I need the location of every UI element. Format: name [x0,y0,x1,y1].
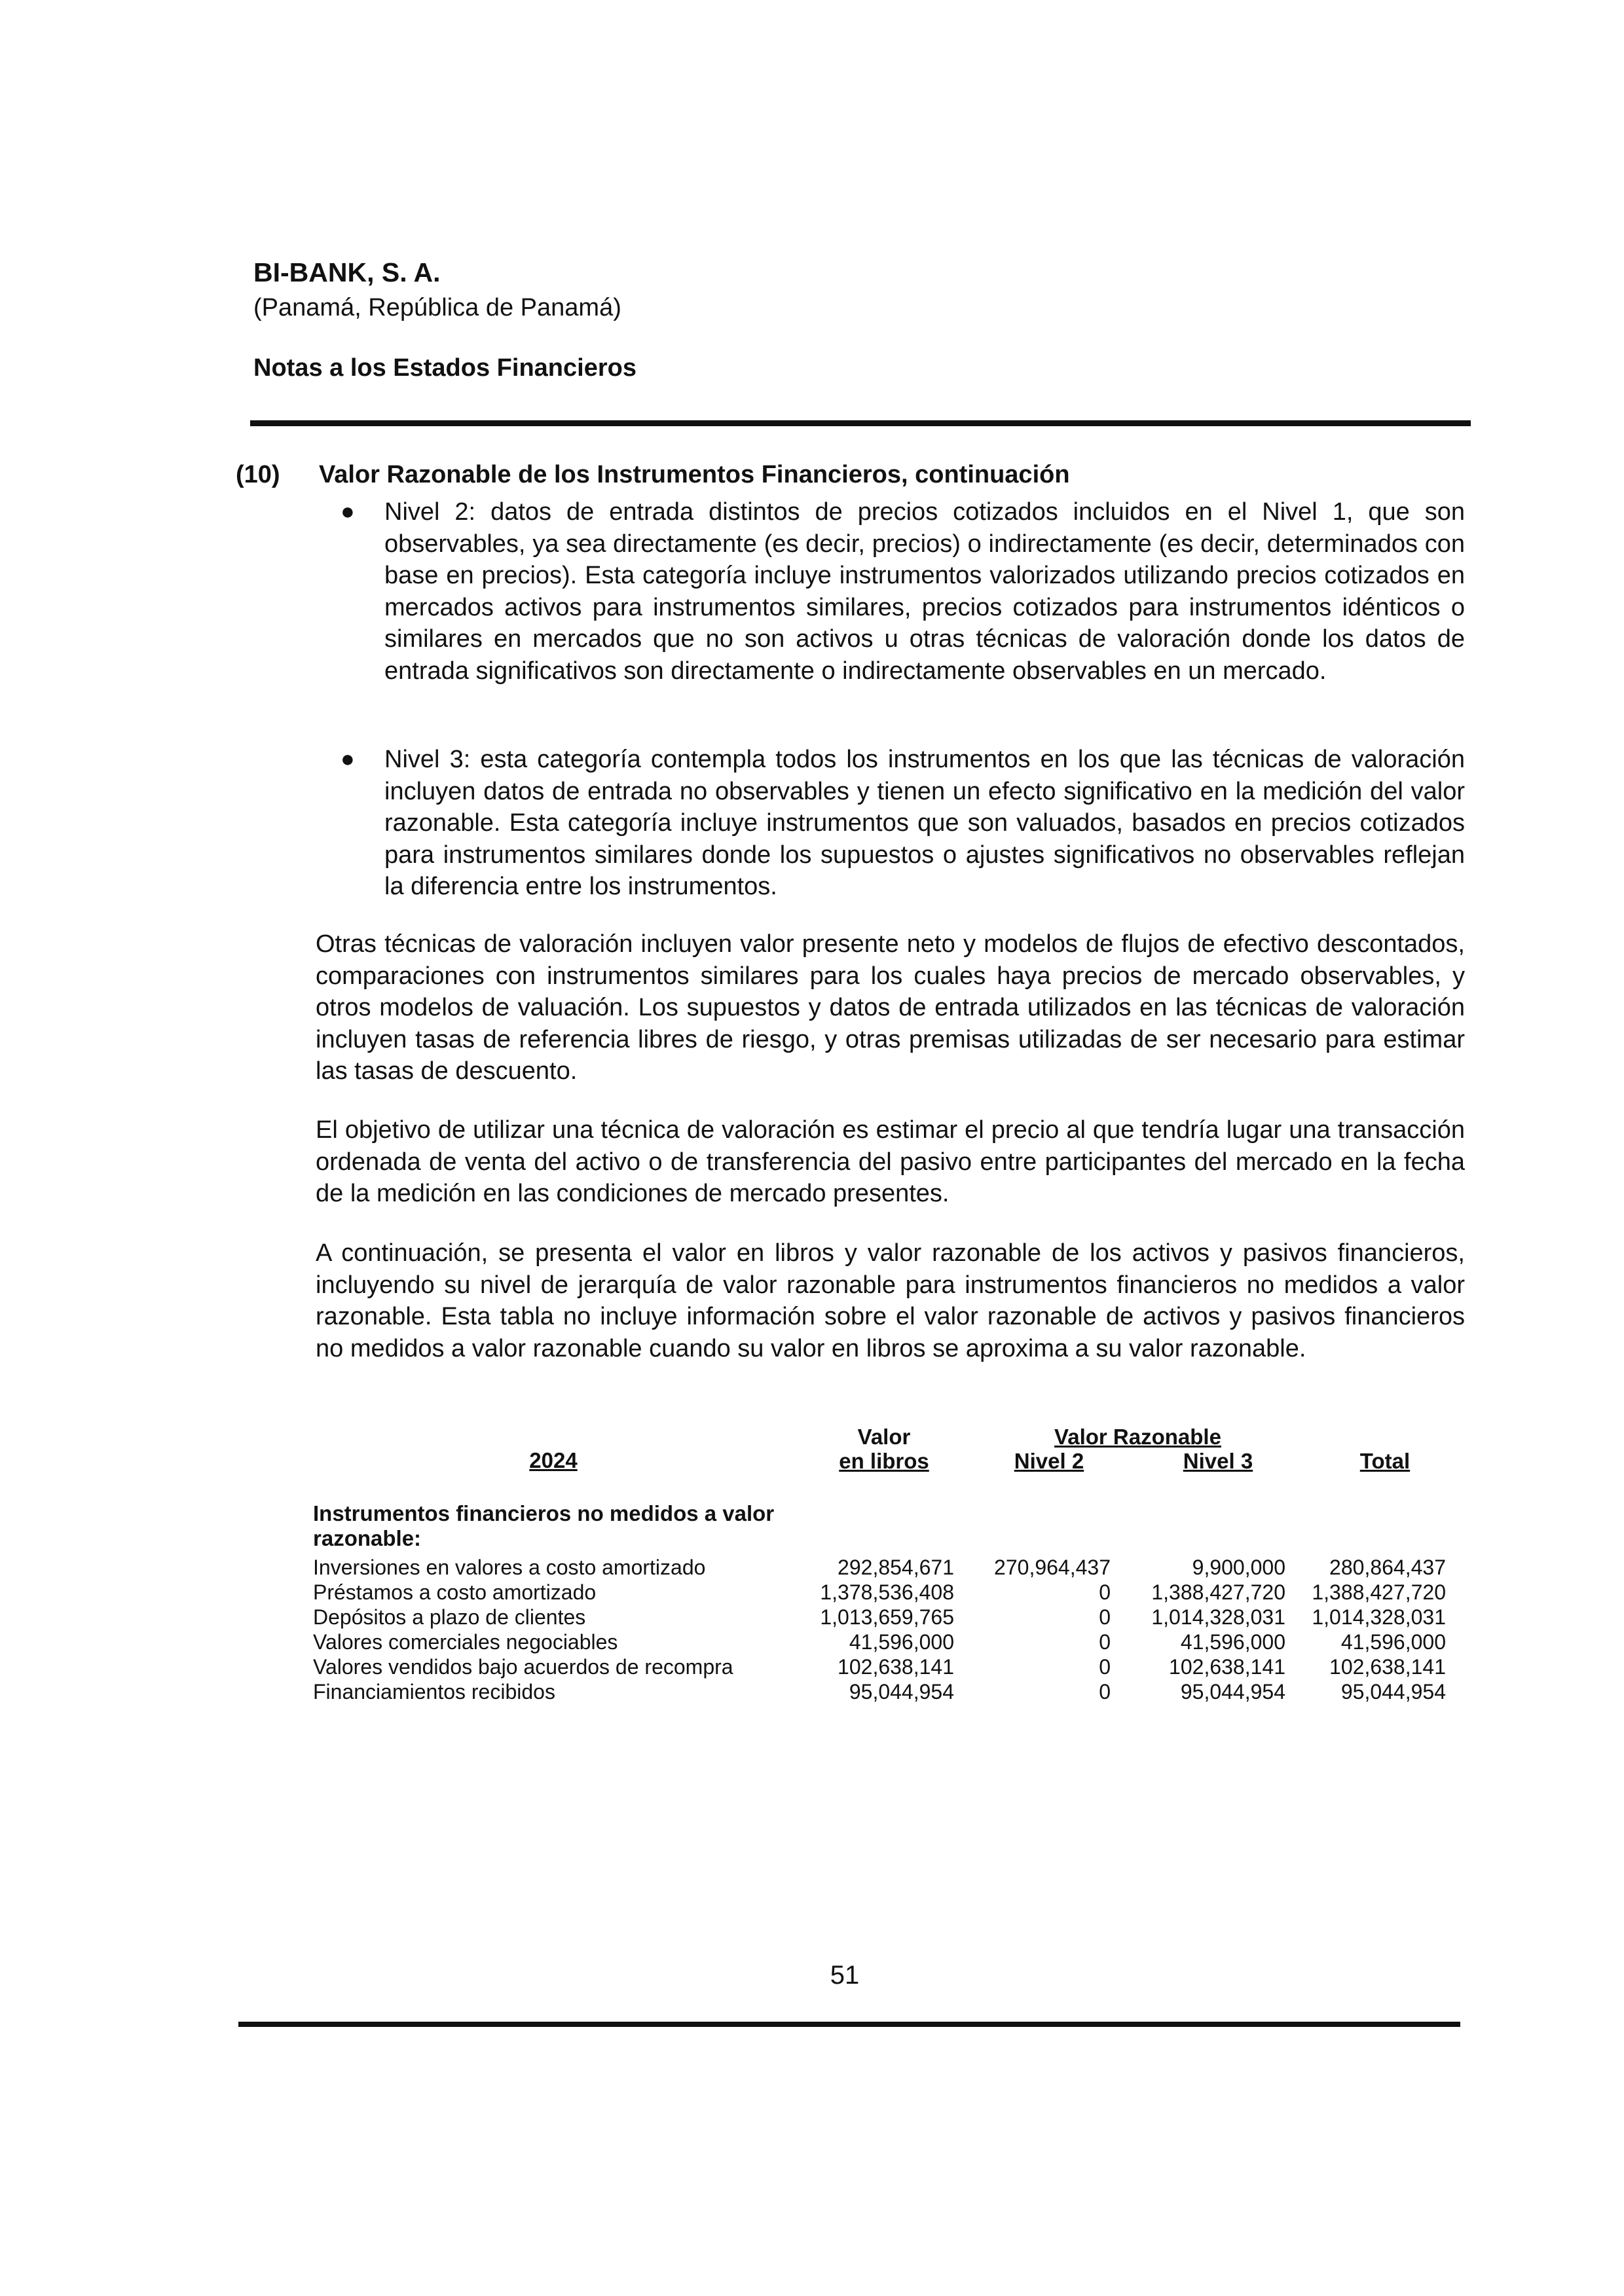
cell-nivel-3: 9,900,000 [1192,1556,1285,1579]
section-title: Valor Razonable de los Instrumentos Financieros, continuación [319,461,1070,488]
bullet-nivel-2: Nivel 2: datos de entrada distintos de precios cotizados incluidos en el Nivel 1, que son observables, ya sea directamente (es decir, precios) o indirectamente (es decir, determinados con base en precios). Esta categoría incluye instrumentos valorizados utilizando precios cotizados en mercados activos para instrumentos similares, precios cotizados para instrumentos idénticos o similares en mercados que no son activos u otras técnicas de valoración donde los datos de entrada significativos son directamente o indirectamente observables en un mercado. [384,498,1465,685]
row-label: Préstamos a costo amortizado [313,1580,597,1604]
column-group-valor-razonable: Valor Razonable [1054,1425,1221,1449]
cell-nivel-2: 0 [1099,1655,1111,1679]
cell-valor-en-libros: 1,378,536,408 [820,1580,954,1604]
cell-nivel-2: 0 [1099,1605,1111,1629]
cell-total: 41,596,000 [1340,1630,1446,1654]
cell-valor-en-libros: 292,854,671 [838,1556,954,1579]
cell-valor-en-libros: 102,638,141 [838,1655,954,1679]
cell-nivel-2: 270,964,437 [994,1556,1111,1579]
cell-total: 280,864,437 [1329,1556,1446,1579]
cell-total: 1,014,328,031 [1312,1605,1446,1629]
table-row [0,1605,1624,1630]
bullet-nivel-3: Nivel 3: esta categoría contempla todos los instrumentos en los que las técnicas de valoración incluyen datos de entrada no observables y tienen un efecto significativo en la medición del valor razonable. Esta categoría incluye instrumentos que son valuados, basados en precios cotizados para instrumentos similares donde los supuestos o ajustes significativos no observables reflejan la diferencia entre los instrumentos. [384,746,1465,900]
cell-nivel-3: 1,014,328,031 [1151,1605,1285,1629]
cell-valor-en-libros: 95,044,954 [849,1680,954,1704]
paragraph-valuation-objective: El objetivo de utilizar una técnica de valoración es estimar el precio al que tendría lugar una transacción ordenada de venta del activo o de transferencia del pasivo entre participantes del mercado en la fecha de la medición en las condiciones de mercado presentes. [316,1116,1465,1207]
table-row [0,1655,1624,1680]
table-group-heading: Instrumentos financieros no medidos a valor razonable: [313,1501,775,1550]
column-header-total: Total [1359,1449,1411,1473]
row-label: Financiamientos recibidos [313,1680,555,1704]
row-label: Depósitos a plazo de clientes [313,1605,586,1629]
table-row [0,1556,1624,1580]
paragraph-valuation-techniques: Otras técnicas de valoración incluyen valor presente neto y modelos de flujos de efectivo descontados, comparaciones con instrumentos similares para los cuales haya precios de mercado observables, y otros modelos de valuación. Los supuestos y datos de entrada utilizados en las técnicas de valoración incluyen tasas de referencia libres de riesgo, y otras premisas utilizadas de ser necesario para estimar las tasas de descuento. [316,930,1465,1085]
company-country: (Panamá, República de Panamá) [253,294,621,321]
cell-nivel-3: 102,638,141 [1169,1655,1285,1679]
row-label: Valores vendidos bajo acuerdos de recompra [313,1655,733,1679]
page-number: 51 [830,1961,860,1990]
table-row [0,1580,1624,1605]
column-header-en-libros: en libros [839,1449,929,1473]
cell-nivel-3: 95,044,954 [1180,1680,1285,1704]
footer-divider [238,2022,1460,2027]
table-row [0,1680,1624,1705]
column-header-valor: Valor [857,1425,911,1449]
cell-valor-en-libros: 41,596,000 [849,1630,954,1654]
bullet-icon: ● [341,745,355,772]
cell-nivel-2: 0 [1099,1680,1111,1704]
bullet-icon: ● [341,498,355,524]
cell-total: 1,388,427,720 [1312,1580,1446,1604]
cell-total: 95,044,954 [1340,1680,1446,1704]
table-row [0,1630,1624,1655]
cell-total: 102,638,141 [1329,1655,1446,1679]
column-header-nivel-3: Nivel 3 [1183,1449,1253,1473]
paragraph-table-intro: A continuación, se presenta el valor en libros y valor razonable de los activos y pasivos financieros, incluyendo su nivel de jerarquía de valor razonable para instrumentos financieros no medidos a valor razonable. Esta tabla no incluye información sobre el valor razonable de activos y pasivos financieros no medidos a valor razonable cuando su valor en libros se aproxima a su valor razonable. [316,1239,1465,1362]
document-title: Notas a los Estados Financieros [253,354,637,382]
cell-valor-en-libros: 1,013,659,765 [820,1605,954,1629]
cell-nivel-2: 0 [1099,1630,1111,1654]
row-label: Valores comerciales negociables [313,1630,618,1654]
cell-nivel-3: 1,388,427,720 [1151,1580,1285,1604]
table-year-header: 2024 [529,1448,578,1472]
section-number: (10) [236,461,280,488]
header-divider [250,420,1471,426]
company-name: BI-BANK, S. A. [253,257,441,287]
row-label: Inversiones en valores a costo amortizado [313,1556,706,1579]
cell-nivel-2: 0 [1099,1580,1111,1604]
cell-nivel-3: 41,596,000 [1180,1630,1285,1654]
column-header-nivel-2: Nivel 2 [1014,1449,1084,1473]
